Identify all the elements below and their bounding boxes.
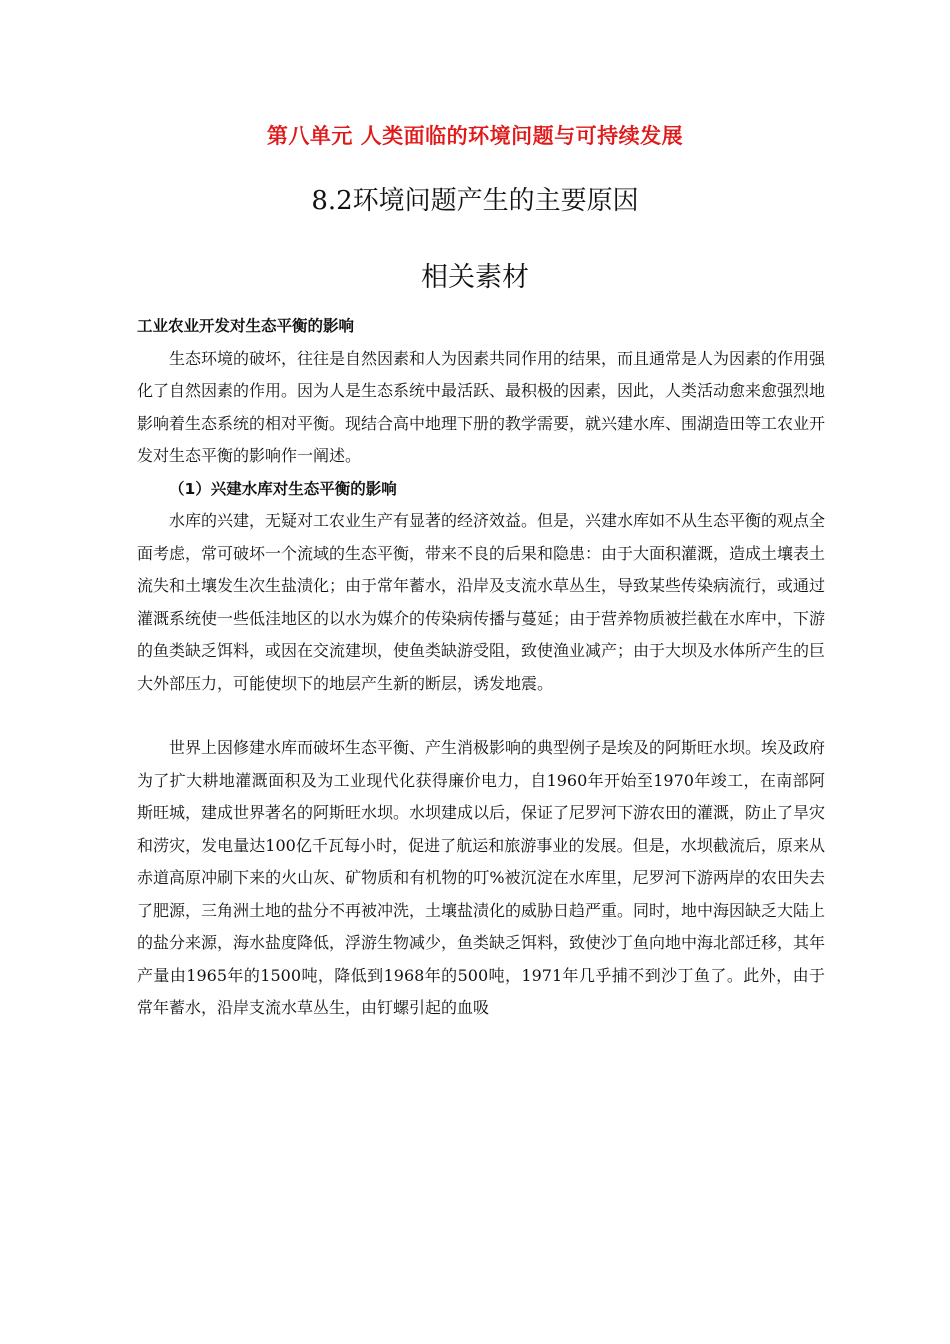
paragraph-spacer: [137, 700, 825, 732]
paragraph-aswan-dam: 世界上因修建水库而破坏生态平衡、产生消极影响的典型例子是埃及的阿斯旺水坝。埃及政府为了扩大耕地灌溉面积及为工业现代化获得廉价电力，自1960年开始至1970年竣工，在南部阿斯旺城，建成世界著名的阿斯旺水坝。水坝建成以后，保证了尼罗河下游农田的灌溉，防止了旱灾和涝灾，发电量达100亿千瓦每小时，促进了航运和旅游事业的发展。但是，水坝截流后，原来从赤道高原冲刷下来的火山灰、矿物质和有机物的叮%被沉淀在水库里，尼罗河下游两岸的农田失去了肥源，三角洲土地的盐分不再被冲洗，土壤盐渍化的威胁日趋严重。同时，地中海因缺乏大陆上的盐分来源，海水盐度降低，浮游生物减少，鱼类缺乏饵料，致使沙丁鱼向地中海北部迁移，其年产量由1965年的1500吨，降低到1968年的500吨，1971年几乎捕不到沙丁鱼了。此外，由于常年蓄水，沿岸支流水草丛生，由钉螺引起的血吸: [137, 738, 826, 1017]
section-title: 8.2环境问题产生的主要原因: [311, 186, 639, 216]
document-body: [137, 310, 825, 1025]
unit-title: 第八单元 人类面临的环境问题与可持续发展: [266, 124, 684, 148]
paragraph-intro: 生态环境的破坏，往往是自然因素和人为因素共同作用的结果，而且通常是人为因素的作用强化了自然因素的作用。因为人是生态系统中最活跃、最积极的因素，因此，人类活动愈来愈强烈地影响着生态系统的相对平衡。现结合高中地理下册的教学需要，就兴建水库、围湖造田等工农业开发对生态平衡的影响作一阐述。: [137, 348, 826, 465]
subheading-reservoir: （1）兴建水库对生态平衡的影响: [169, 479, 397, 498]
paragraph-reservoir-effects: 水库的兴建，无疑对工农业生产有显著的经济效益。但是，兴建水库如不从生态平衡的观点全面考虑，常可破坏一个流域的生态平衡，带来不良的后果和隐患：由于大面积灌溉，造成土壤表土流失和土壤发生次生盐渍化；由于常年蓄水，沿岸及支流水草丛生，导致某些传染病流行，或通过灌溉系统使一些低洼地区的以水为媒介的传染病传播与蔓延；由于营养物质被拦截在水库中，下游的鱼类缺乏饵料，或因在交流建坝，使鱼类缺游受阻，致使渔业减产；由于大坝及水体所产生的巨大外部压力，可能使坝下的地层产生新的断层，诱发地震。: [137, 511, 826, 693]
material-title: 相关素材: [421, 262, 529, 293]
heading-industry-agriculture: 工业农业开发对生态平衡的影响: [137, 317, 355, 335]
